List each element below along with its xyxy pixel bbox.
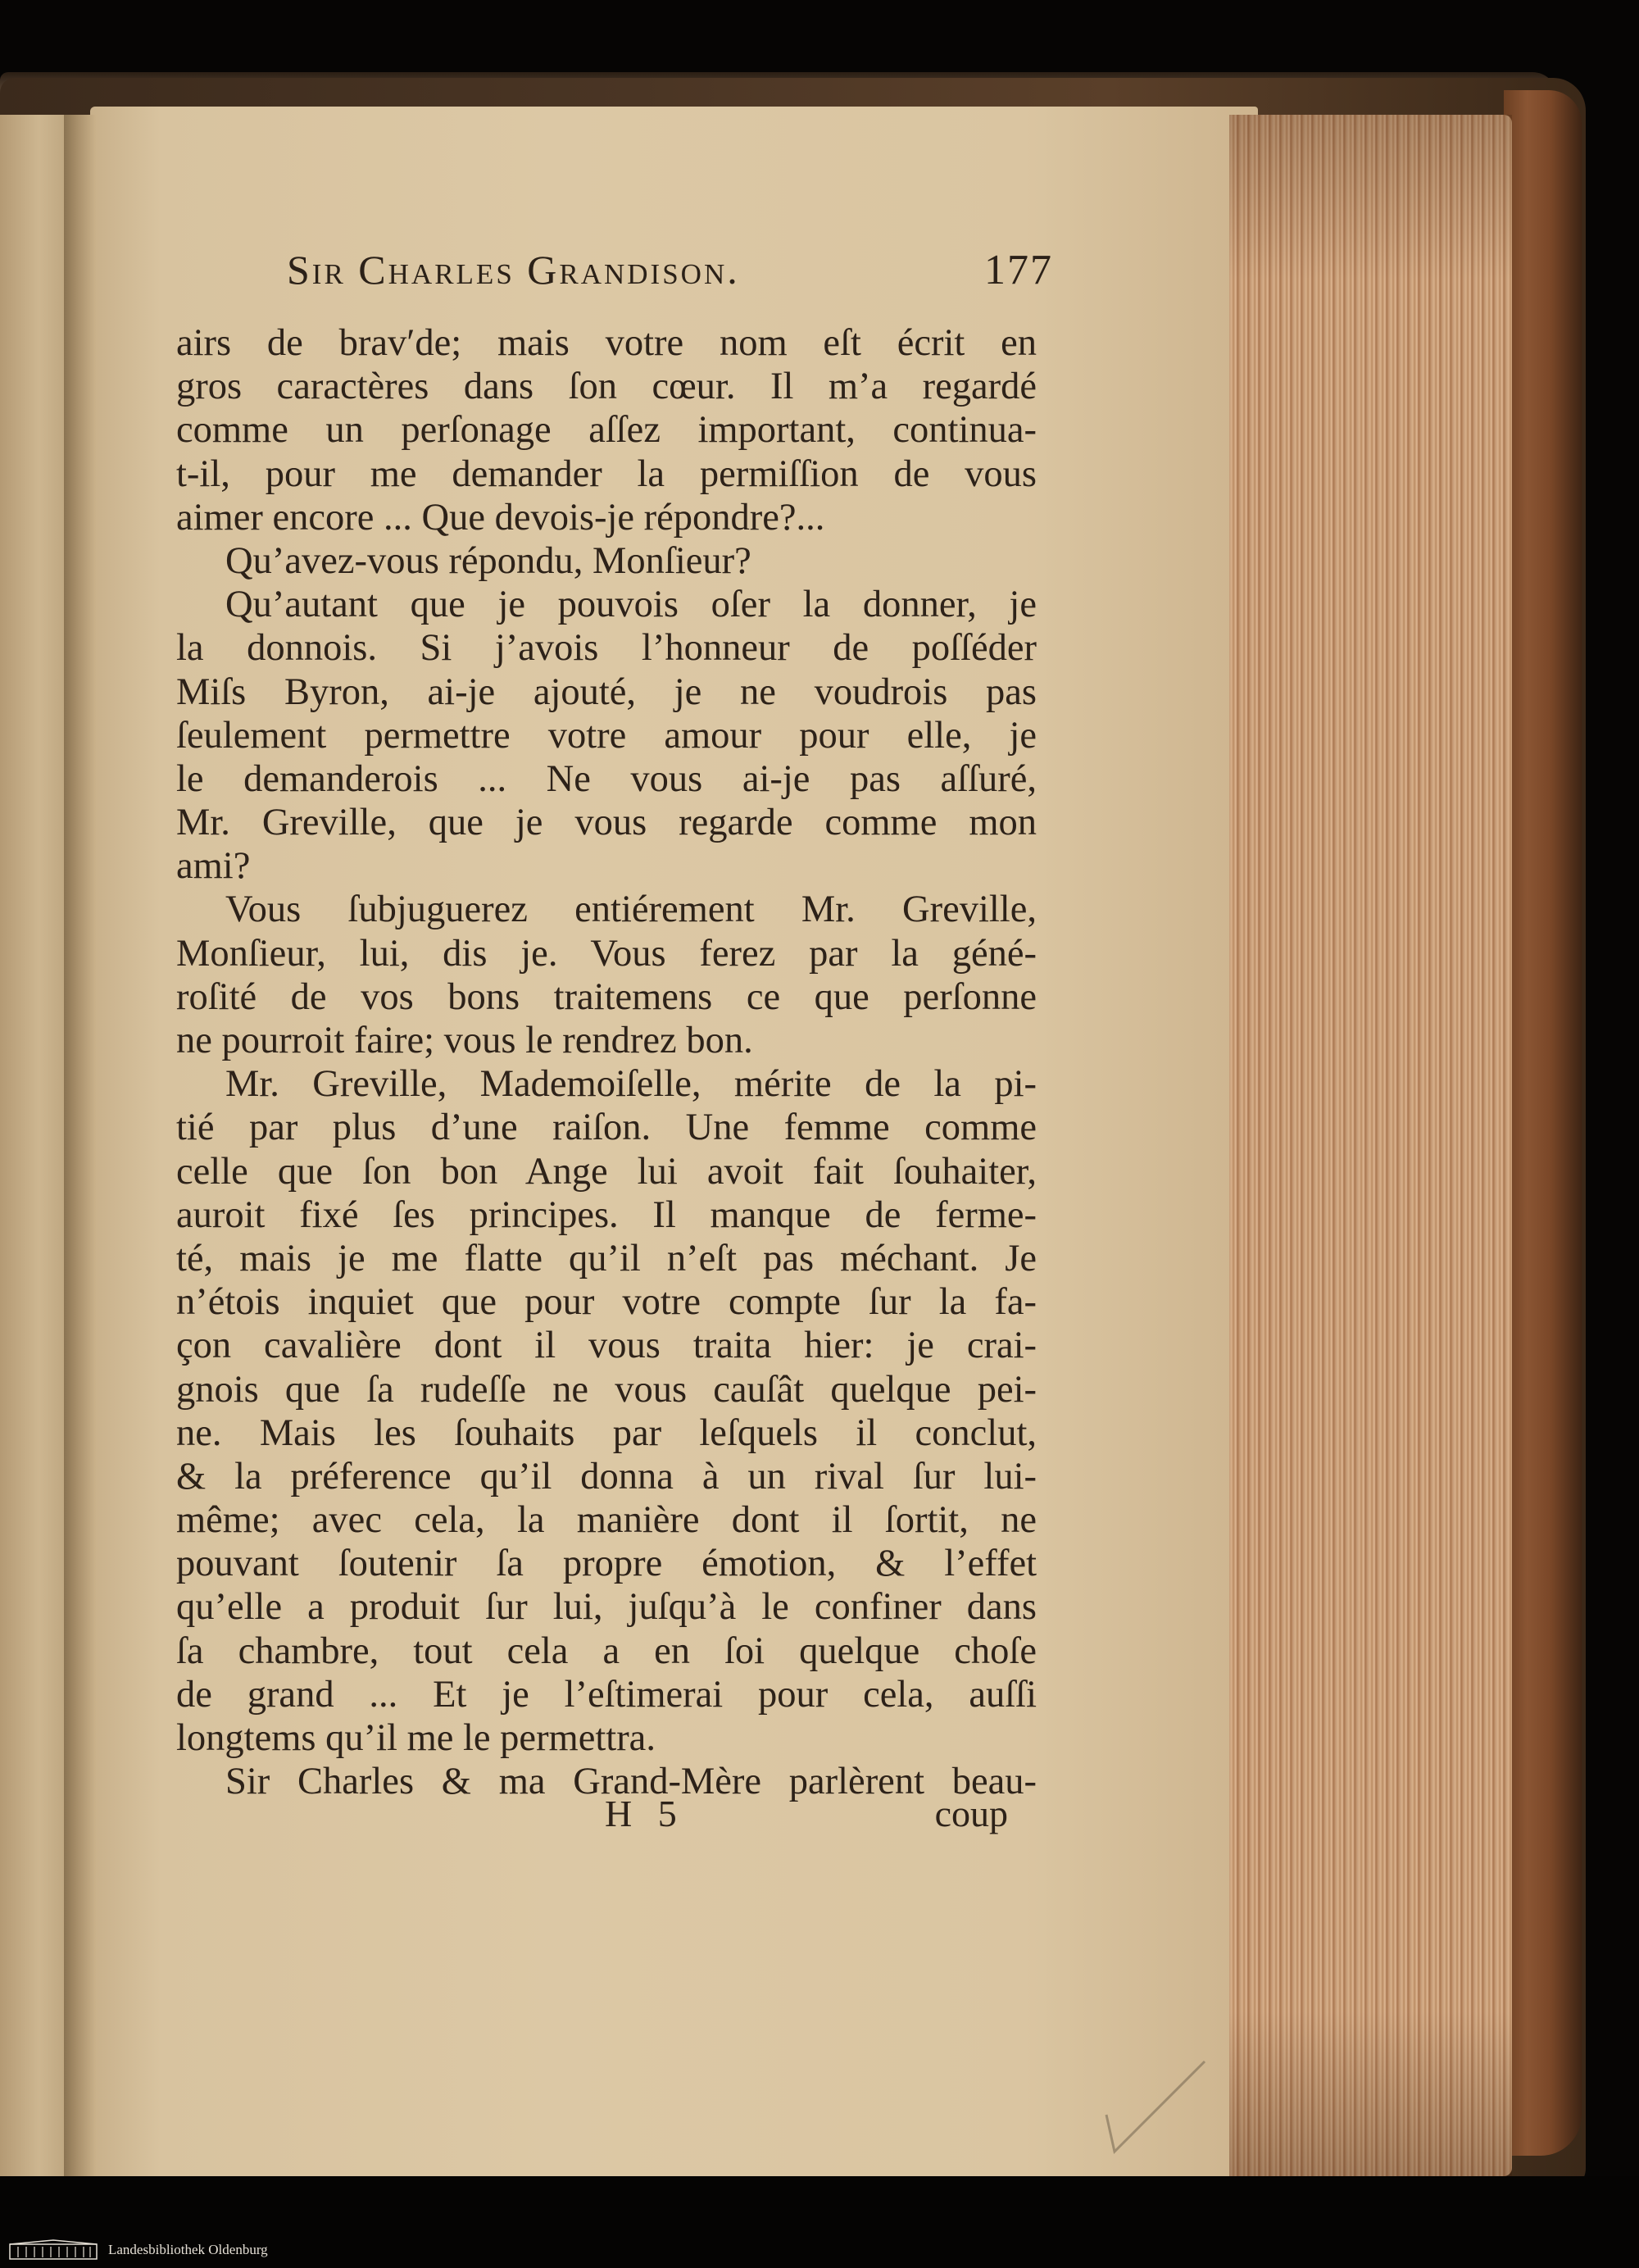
text-line: gnois que ſa rudeſſe ne vous cauſât quelque pei- xyxy=(176,1368,1037,1411)
book-gutter xyxy=(64,115,97,2180)
text-line: auroit fixé ſes principes. Il manque de ferme- xyxy=(176,1193,1037,1236)
page-number: 177 xyxy=(984,247,1053,293)
text-line: Qu’avez-vous répondu, Monſieur? xyxy=(225,539,751,582)
library-stamp xyxy=(0,2238,303,2262)
running-title: Sir Charles Grandison. xyxy=(287,247,740,293)
text-line: t-il, pour me demander la permiſſion de vous xyxy=(176,452,1037,495)
text-line: comme un perſonage aſſez important, continua- xyxy=(176,409,1037,452)
text-line: Qu’autant que je pouvois oſer la donner, je xyxy=(225,584,1037,626)
text-line: longtems qu’il me le permettra. xyxy=(176,1717,656,1759)
running-head xyxy=(287,246,1053,294)
text-line: té, mais je me flatte qu’il n’eſt pas méchant. Je xyxy=(176,1237,1037,1279)
pencil-mark xyxy=(1098,2041,1213,2156)
text-line: ami? xyxy=(176,845,251,888)
text-line: de grand ... Et je l’eſtimerai pour cela, auſſi xyxy=(176,1673,1037,1716)
library-name: Landesbibliothek Oldenburg xyxy=(108,2242,268,2257)
text-line: airs de brav′de; mais votre nom eſt écrit en xyxy=(176,322,1037,364)
text-line: ne pourroit faire; vous le rendrez bon. xyxy=(176,1020,753,1061)
text-line: Vous ſubjuguerez entiérement Mr. Greville, xyxy=(225,889,1037,931)
text-line: pouvant ſoutenir ſa propre émotion, & l’effet xyxy=(176,1543,1037,1585)
book-back-cover xyxy=(1504,90,1582,2156)
text-line: Mr. Greville, Mademoiſelle, mérite de la pi- xyxy=(225,1063,1037,1106)
text-line: Monſieur, lui, dis je. Vous ferez par la géné- xyxy=(176,932,1037,975)
text-line: Mr. Greville, que je vous regarde comme mon xyxy=(176,802,1037,844)
text-line: aimer encore ... Que devois-je répondre?... xyxy=(176,496,825,539)
text-line: ne. Mais les ſouhaits par leſquels il conclut, xyxy=(176,1411,1037,1454)
catchword: coup xyxy=(934,1793,1008,1834)
text-line: la donnois. Si j’avois l’honneur de poſſéder xyxy=(176,627,1037,670)
text-line: Sir Charles & ma Grand-Mère parlèrent beau- xyxy=(225,1761,1037,1803)
text-line: qu’elle a produit ſur lui, juſqu’à le confiner dans xyxy=(176,1586,1037,1629)
text-line: tié par plus d’une raiſon. Une femme comme xyxy=(176,1107,1037,1149)
text-line: le demanderois ... Ne vous ai-je pas aſſuré, xyxy=(176,757,1037,800)
text-line: roſité de vos bons traitemens ce que perſonne xyxy=(176,975,1037,1018)
page-edges-shade xyxy=(1229,115,1512,2176)
signature-mark: H 5 xyxy=(605,1793,685,1834)
text-line: n’étois inquiet que pour votre compte ſur la fa- xyxy=(176,1281,1037,1324)
text-line: ſeulement permettre votre amour pour elle, je xyxy=(176,714,1037,757)
text-line: Miſs Byron, ai-je ajouté, je ne voudrois pas xyxy=(176,670,1037,713)
text-line: celle que ſon bon Ange lui avoit fait ſouhaiter, xyxy=(176,1150,1037,1193)
text-line: çon cavalière dont il vous traita hier: je crai- xyxy=(176,1325,1037,1367)
text-line: & la préference qu’il donna à un rival ſur lui- xyxy=(176,1455,1037,1498)
library-building-icon xyxy=(8,2239,98,2261)
text-line: gros caractères dans ſon cœur. Il m’a regardé xyxy=(176,366,1037,408)
text-line: même; avec cela, la manière dont il ſortit, ne xyxy=(176,1499,1037,1542)
body-text xyxy=(176,321,1037,1803)
text-line: ſa chambre, tout cela a en ſoi quelque choſe xyxy=(176,1629,1037,1672)
